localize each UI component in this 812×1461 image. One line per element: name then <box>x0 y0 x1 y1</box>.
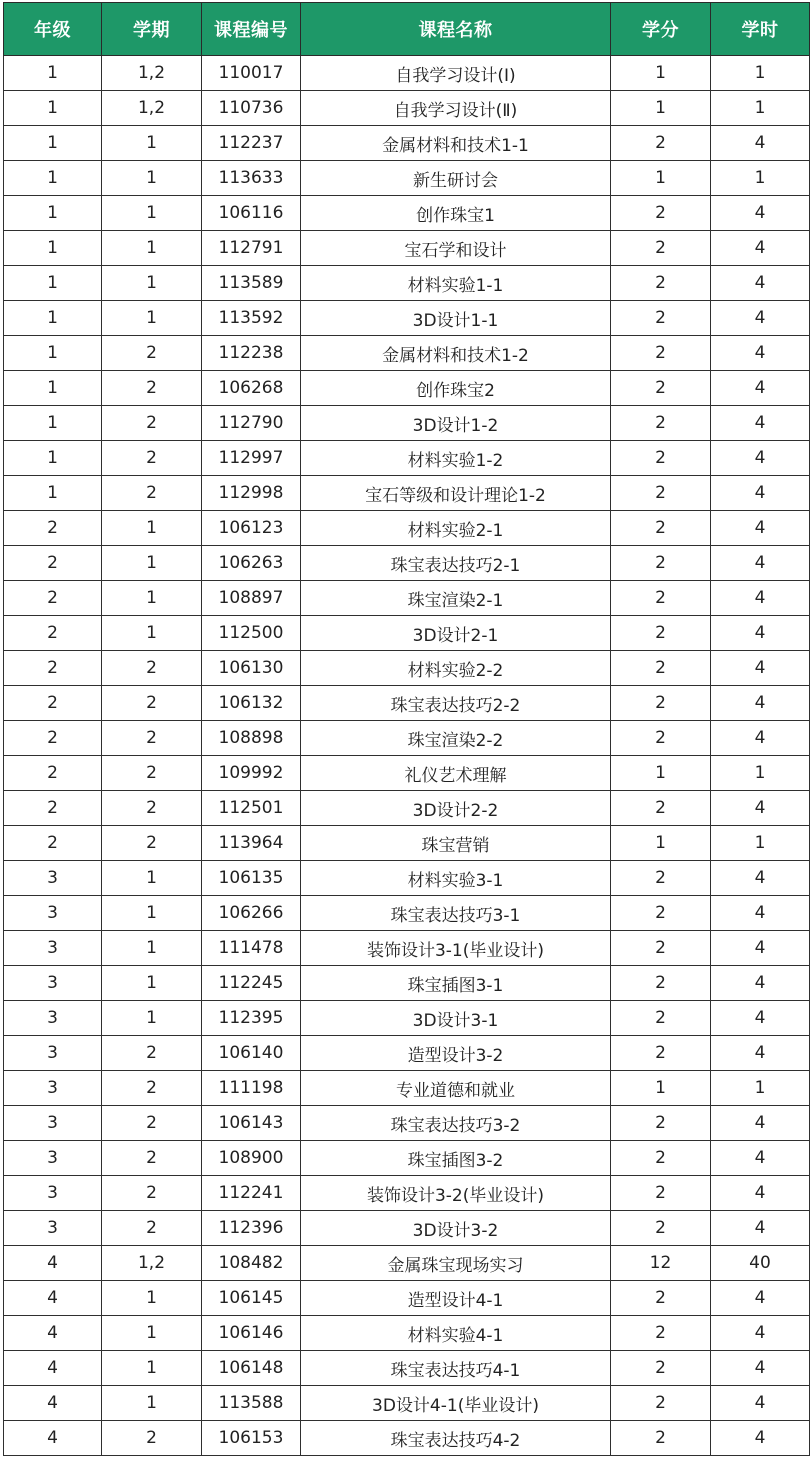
cell-course-name: 礼仪艺术理解 <box>301 756 611 791</box>
cell-grade: 3 <box>4 896 102 931</box>
cell-credits: 2 <box>611 1141 711 1176</box>
cell-semester: 1 <box>102 1001 202 1036</box>
cell-hours: 4 <box>711 546 810 581</box>
cell-course-name: 材料实验2-2 <box>301 651 611 686</box>
table-row <box>4 791 810 826</box>
cell-hours: 4 <box>711 861 810 896</box>
cell-credits: 12 <box>611 1246 711 1281</box>
cell-grade: 4 <box>4 1386 102 1421</box>
cell-course-code: 113633 <box>202 161 301 196</box>
cell-course-name: 3D设计3-2 <box>301 1211 611 1246</box>
cell-hours: 4 <box>711 336 810 371</box>
cell-credits: 2 <box>611 441 711 476</box>
cell-grade: 4 <box>4 1351 102 1386</box>
cell-grade: 4 <box>4 1316 102 1351</box>
table-row <box>4 1316 810 1351</box>
cell-grade: 3 <box>4 1176 102 1211</box>
cell-grade: 3 <box>4 1036 102 1071</box>
table-body <box>4 56 810 1456</box>
cell-semester: 2 <box>102 1036 202 1071</box>
cell-credits: 2 <box>611 896 711 931</box>
table-row <box>4 161 810 196</box>
cell-course-name: 专业道德和就业 <box>301 1071 611 1106</box>
table-row <box>4 546 810 581</box>
cell-hours: 1 <box>711 756 810 791</box>
cell-semester: 1 <box>102 511 202 546</box>
cell-semester: 1 <box>102 546 202 581</box>
cell-semester: 2 <box>102 371 202 406</box>
cell-course-name: 3D设计1-2 <box>301 406 611 441</box>
cell-course-code: 112998 <box>202 476 301 511</box>
cell-course-code: 108900 <box>202 1141 301 1176</box>
cell-course-name: 创作珠宝1 <box>301 196 611 231</box>
cell-grade: 1 <box>4 441 102 476</box>
cell-grade: 1 <box>4 161 102 196</box>
cell-semester: 1,2 <box>102 91 202 126</box>
cell-course-name: 珠宝渲染2-2 <box>301 721 611 756</box>
table-row <box>4 1281 810 1316</box>
cell-grade: 2 <box>4 651 102 686</box>
table-row <box>4 1001 810 1036</box>
table-row <box>4 1106 810 1141</box>
cell-semester: 2 <box>102 826 202 861</box>
cell-course-code: 110736 <box>202 91 301 126</box>
cell-semester: 1 <box>102 861 202 896</box>
cell-credits: 2 <box>611 301 711 336</box>
cell-hours: 4 <box>711 1106 810 1141</box>
cell-course-code: 113589 <box>202 266 301 301</box>
cell-hours: 1 <box>711 161 810 196</box>
cell-hours: 40 <box>711 1246 810 1281</box>
cell-course-code: 112997 <box>202 441 301 476</box>
cell-course-name: 金属材料和技术1-1 <box>301 126 611 161</box>
cell-grade: 1 <box>4 91 102 126</box>
header-grade: 年级 <box>4 3 102 56</box>
cell-hours: 4 <box>711 1176 810 1211</box>
table-row <box>4 371 810 406</box>
cell-semester: 1 <box>102 1281 202 1316</box>
cell-course-name: 造型设计4-1 <box>301 1281 611 1316</box>
cell-course-code: 112396 <box>202 1211 301 1246</box>
cell-hours: 4 <box>711 441 810 476</box>
table-row <box>4 581 810 616</box>
cell-hours: 4 <box>711 126 810 161</box>
cell-credits: 1 <box>611 161 711 196</box>
cell-grade: 1 <box>4 406 102 441</box>
cell-semester: 2 <box>102 1106 202 1141</box>
cell-credits: 2 <box>611 336 711 371</box>
cell-credits: 2 <box>611 721 711 756</box>
table-row <box>4 196 810 231</box>
cell-grade: 1 <box>4 266 102 301</box>
cell-course-name: 珠宝表达技巧2-1 <box>301 546 611 581</box>
cell-course-name: 自我学习设计(Ⅰ) <box>301 56 611 91</box>
cell-course-code: 106153 <box>202 1421 301 1456</box>
cell-hours: 4 <box>711 686 810 721</box>
cell-credits: 1 <box>611 826 711 861</box>
cell-course-code: 106116 <box>202 196 301 231</box>
cell-credits: 2 <box>611 966 711 1001</box>
cell-hours: 1 <box>711 1071 810 1106</box>
cell-hours: 4 <box>711 231 810 266</box>
cell-course-name: 自我学习设计(Ⅱ) <box>301 91 611 126</box>
cell-grade: 3 <box>4 1211 102 1246</box>
cell-grade: 2 <box>4 791 102 826</box>
cell-course-code: 106145 <box>202 1281 301 1316</box>
cell-semester: 1 <box>102 266 202 301</box>
cell-credits: 2 <box>611 1281 711 1316</box>
table-row <box>4 301 810 336</box>
cell-credits: 2 <box>611 1386 711 1421</box>
cell-hours: 4 <box>711 896 810 931</box>
cell-course-name: 3D设计1-1 <box>301 301 611 336</box>
cell-course-name: 金属材料和技术1-2 <box>301 336 611 371</box>
cell-hours: 4 <box>711 371 810 406</box>
cell-grade: 1 <box>4 231 102 266</box>
cell-grade: 2 <box>4 511 102 546</box>
cell-credits: 2 <box>611 1036 711 1071</box>
cell-credits: 2 <box>611 931 711 966</box>
cell-credits: 2 <box>611 1421 711 1456</box>
table-row <box>4 476 810 511</box>
cell-course-name: 3D设计4-1(毕业设计) <box>301 1386 611 1421</box>
table-row <box>4 231 810 266</box>
cell-course-name: 3D设计2-1 <box>301 616 611 651</box>
cell-credits: 2 <box>611 1001 711 1036</box>
cell-grade: 1 <box>4 301 102 336</box>
cell-credits: 2 <box>611 1176 711 1211</box>
cell-semester: 2 <box>102 1141 202 1176</box>
cell-grade: 1 <box>4 126 102 161</box>
cell-grade: 3 <box>4 966 102 1001</box>
cell-hours: 4 <box>711 1316 810 1351</box>
cell-course-code: 106266 <box>202 896 301 931</box>
cell-course-code: 112395 <box>202 1001 301 1036</box>
cell-course-name: 材料实验3-1 <box>301 861 611 896</box>
cell-hours: 4 <box>711 1421 810 1456</box>
cell-grade: 3 <box>4 1141 102 1176</box>
table-row <box>4 651 810 686</box>
cell-semester: 2 <box>102 756 202 791</box>
cell-course-code: 110017 <box>202 56 301 91</box>
cell-grade: 3 <box>4 1001 102 1036</box>
cell-grade: 2 <box>4 721 102 756</box>
cell-course-code: 111478 <box>202 931 301 966</box>
cell-course-code: 112790 <box>202 406 301 441</box>
cell-semester: 1,2 <box>102 1246 202 1281</box>
header-hours: 学时 <box>711 3 810 56</box>
cell-hours: 4 <box>711 266 810 301</box>
cell-credits: 2 <box>611 511 711 546</box>
cell-grade: 2 <box>4 756 102 791</box>
table-row <box>4 1246 810 1281</box>
cell-semester: 1 <box>102 931 202 966</box>
cell-credits: 2 <box>611 791 711 826</box>
cell-course-code: 106146 <box>202 1316 301 1351</box>
cell-course-name: 材料实验1-1 <box>301 266 611 301</box>
cell-credits: 2 <box>611 196 711 231</box>
cell-hours: 4 <box>711 1141 810 1176</box>
cell-course-code: 112501 <box>202 791 301 826</box>
cell-semester: 2 <box>102 1421 202 1456</box>
table-row <box>4 1211 810 1246</box>
cell-semester: 1 <box>102 581 202 616</box>
course-table <box>3 2 810 1456</box>
cell-semester: 2 <box>102 791 202 826</box>
cell-grade: 3 <box>4 1106 102 1141</box>
header-course-code: 课程编号 <box>202 3 301 56</box>
cell-course-code: 106123 <box>202 511 301 546</box>
table-row <box>4 686 810 721</box>
cell-semester: 1 <box>102 196 202 231</box>
cell-credits: 2 <box>611 126 711 161</box>
table-header <box>4 3 810 56</box>
cell-grade: 4 <box>4 1246 102 1281</box>
cell-hours: 4 <box>711 1211 810 1246</box>
cell-course-name: 珠宝渲染2-1 <box>301 581 611 616</box>
cell-credits: 2 <box>611 651 711 686</box>
cell-course-code: 106140 <box>202 1036 301 1071</box>
cell-grade: 2 <box>4 826 102 861</box>
cell-grade: 1 <box>4 56 102 91</box>
table-row <box>4 406 810 441</box>
cell-semester: 1 <box>102 1316 202 1351</box>
table-row <box>4 126 810 161</box>
cell-semester: 1 <box>102 161 202 196</box>
cell-course-name: 珠宝表达技巧4-1 <box>301 1351 611 1386</box>
table-row <box>4 91 810 126</box>
table-row <box>4 336 810 371</box>
table-row <box>4 1071 810 1106</box>
cell-course-name: 珠宝表达技巧2-2 <box>301 686 611 721</box>
cell-hours: 4 <box>711 511 810 546</box>
cell-course-name: 3D设计3-1 <box>301 1001 611 1036</box>
cell-hours: 4 <box>711 966 810 1001</box>
cell-semester: 1 <box>102 896 202 931</box>
cell-grade: 1 <box>4 476 102 511</box>
cell-hours: 4 <box>711 476 810 511</box>
table-row <box>4 896 810 931</box>
cell-course-code: 106132 <box>202 686 301 721</box>
cell-course-code: 106143 <box>202 1106 301 1141</box>
cell-course-name: 宝石等级和设计理论1-2 <box>301 476 611 511</box>
cell-grade: 2 <box>4 686 102 721</box>
cell-grade: 4 <box>4 1281 102 1316</box>
cell-hours: 4 <box>711 1001 810 1036</box>
cell-course-code: 108898 <box>202 721 301 756</box>
cell-credits: 2 <box>611 581 711 616</box>
cell-semester: 2 <box>102 441 202 476</box>
cell-course-name: 材料实验1-2 <box>301 441 611 476</box>
cell-course-name: 珠宝营销 <box>301 826 611 861</box>
cell-semester: 2 <box>102 1176 202 1211</box>
table-row <box>4 511 810 546</box>
table-row <box>4 1141 810 1176</box>
table-row <box>4 441 810 476</box>
cell-hours: 1 <box>711 56 810 91</box>
cell-course-code: 112241 <box>202 1176 301 1211</box>
table-row <box>4 861 810 896</box>
table-row <box>4 266 810 301</box>
cell-grade: 1 <box>4 336 102 371</box>
cell-hours: 4 <box>711 616 810 651</box>
table-row <box>4 1176 810 1211</box>
cell-course-name: 装饰设计3-2(毕业设计) <box>301 1176 611 1211</box>
cell-semester: 2 <box>102 336 202 371</box>
cell-credits: 2 <box>611 546 711 581</box>
header-credits: 学分 <box>611 3 711 56</box>
table-row <box>4 826 810 861</box>
cell-course-code: 113592 <box>202 301 301 336</box>
cell-course-name: 珠宝插图3-1 <box>301 966 611 1001</box>
cell-course-code: 111198 <box>202 1071 301 1106</box>
cell-hours: 4 <box>711 931 810 966</box>
cell-course-name: 珠宝插图3-2 <box>301 1141 611 1176</box>
cell-course-code: 112245 <box>202 966 301 1001</box>
cell-hours: 4 <box>711 406 810 441</box>
cell-credits: 2 <box>611 1351 711 1386</box>
cell-hours: 4 <box>711 1036 810 1071</box>
cell-hours: 4 <box>711 301 810 336</box>
cell-grade: 4 <box>4 1421 102 1456</box>
cell-semester: 2 <box>102 1211 202 1246</box>
cell-credits: 2 <box>611 1106 711 1141</box>
cell-grade: 2 <box>4 581 102 616</box>
table-row <box>4 756 810 791</box>
cell-course-code: 112238 <box>202 336 301 371</box>
cell-course-code: 108897 <box>202 581 301 616</box>
table-row <box>4 966 810 1001</box>
cell-course-name: 装饰设计3-1(毕业设计) <box>301 931 611 966</box>
header-semester: 学期 <box>102 3 202 56</box>
cell-credits: 2 <box>611 616 711 651</box>
cell-semester: 1 <box>102 1386 202 1421</box>
cell-semester: 2 <box>102 476 202 511</box>
header-course-name: 课程名称 <box>301 3 611 56</box>
cell-credits: 2 <box>611 406 711 441</box>
cell-course-name: 新生研讨会 <box>301 161 611 196</box>
cell-credits: 1 <box>611 56 711 91</box>
cell-course-code: 113588 <box>202 1386 301 1421</box>
cell-course-code: 108482 <box>202 1246 301 1281</box>
cell-course-code: 106263 <box>202 546 301 581</box>
cell-course-name: 创作珠宝2 <box>301 371 611 406</box>
cell-credits: 1 <box>611 1071 711 1106</box>
header-row <box>4 3 810 56</box>
cell-hours: 1 <box>711 826 810 861</box>
cell-course-name: 材料实验4-1 <box>301 1316 611 1351</box>
cell-credits: 2 <box>611 1316 711 1351</box>
table-row <box>4 1421 810 1456</box>
cell-hours: 4 <box>711 651 810 686</box>
cell-course-code: 112791 <box>202 231 301 266</box>
cell-semester: 2 <box>102 721 202 756</box>
cell-credits: 2 <box>611 476 711 511</box>
cell-semester: 2 <box>102 651 202 686</box>
cell-hours: 4 <box>711 1281 810 1316</box>
cell-course-name: 珠宝表达技巧3-2 <box>301 1106 611 1141</box>
cell-course-code: 109992 <box>202 756 301 791</box>
cell-grade: 3 <box>4 931 102 966</box>
cell-grade: 2 <box>4 616 102 651</box>
cell-semester: 2 <box>102 406 202 441</box>
cell-course-code: 112237 <box>202 126 301 161</box>
table-row <box>4 1036 810 1071</box>
table-row <box>4 721 810 756</box>
cell-course-code: 106148 <box>202 1351 301 1386</box>
cell-course-name: 金属珠宝现场实习 <box>301 1246 611 1281</box>
cell-course-code: 112500 <box>202 616 301 651</box>
cell-hours: 4 <box>711 721 810 756</box>
cell-semester: 1 <box>102 616 202 651</box>
cell-credits: 2 <box>611 1211 711 1246</box>
cell-course-name: 珠宝表达技巧3-1 <box>301 896 611 931</box>
cell-semester: 1 <box>102 231 202 266</box>
table-row <box>4 931 810 966</box>
cell-hours: 4 <box>711 1386 810 1421</box>
cell-grade: 1 <box>4 371 102 406</box>
cell-course-name: 材料实验2-1 <box>301 511 611 546</box>
cell-course-code: 106135 <box>202 861 301 896</box>
cell-semester: 2 <box>102 1071 202 1106</box>
cell-semester: 1 <box>102 1351 202 1386</box>
cell-credits: 2 <box>611 861 711 896</box>
cell-grade: 3 <box>4 861 102 896</box>
cell-credits: 1 <box>611 756 711 791</box>
cell-semester: 1 <box>102 966 202 1001</box>
table-row <box>4 56 810 91</box>
cell-grade: 3 <box>4 1071 102 1106</box>
cell-credits: 1 <box>611 91 711 126</box>
cell-credits: 2 <box>611 231 711 266</box>
cell-course-name: 3D设计2-2 <box>301 791 611 826</box>
cell-course-name: 珠宝表达技巧4-2 <box>301 1421 611 1456</box>
cell-credits: 2 <box>611 686 711 721</box>
cell-hours: 4 <box>711 1351 810 1386</box>
cell-course-code: 113964 <box>202 826 301 861</box>
table-row <box>4 616 810 651</box>
cell-hours: 4 <box>711 581 810 616</box>
cell-course-name: 宝石学和设计 <box>301 231 611 266</box>
cell-semester: 1 <box>102 301 202 336</box>
cell-credits: 2 <box>611 371 711 406</box>
cell-semester: 1,2 <box>102 56 202 91</box>
cell-hours: 4 <box>711 791 810 826</box>
table-row <box>4 1386 810 1421</box>
cell-course-code: 106130 <box>202 651 301 686</box>
table-row <box>4 1351 810 1386</box>
cell-semester: 1 <box>102 126 202 161</box>
cell-credits: 2 <box>611 266 711 301</box>
cell-course-code: 106268 <box>202 371 301 406</box>
cell-semester: 2 <box>102 686 202 721</box>
cell-grade: 2 <box>4 546 102 581</box>
cell-grade: 1 <box>4 196 102 231</box>
cell-hours: 4 <box>711 196 810 231</box>
cell-course-name: 造型设计3-2 <box>301 1036 611 1071</box>
cell-hours: 1 <box>711 91 810 126</box>
